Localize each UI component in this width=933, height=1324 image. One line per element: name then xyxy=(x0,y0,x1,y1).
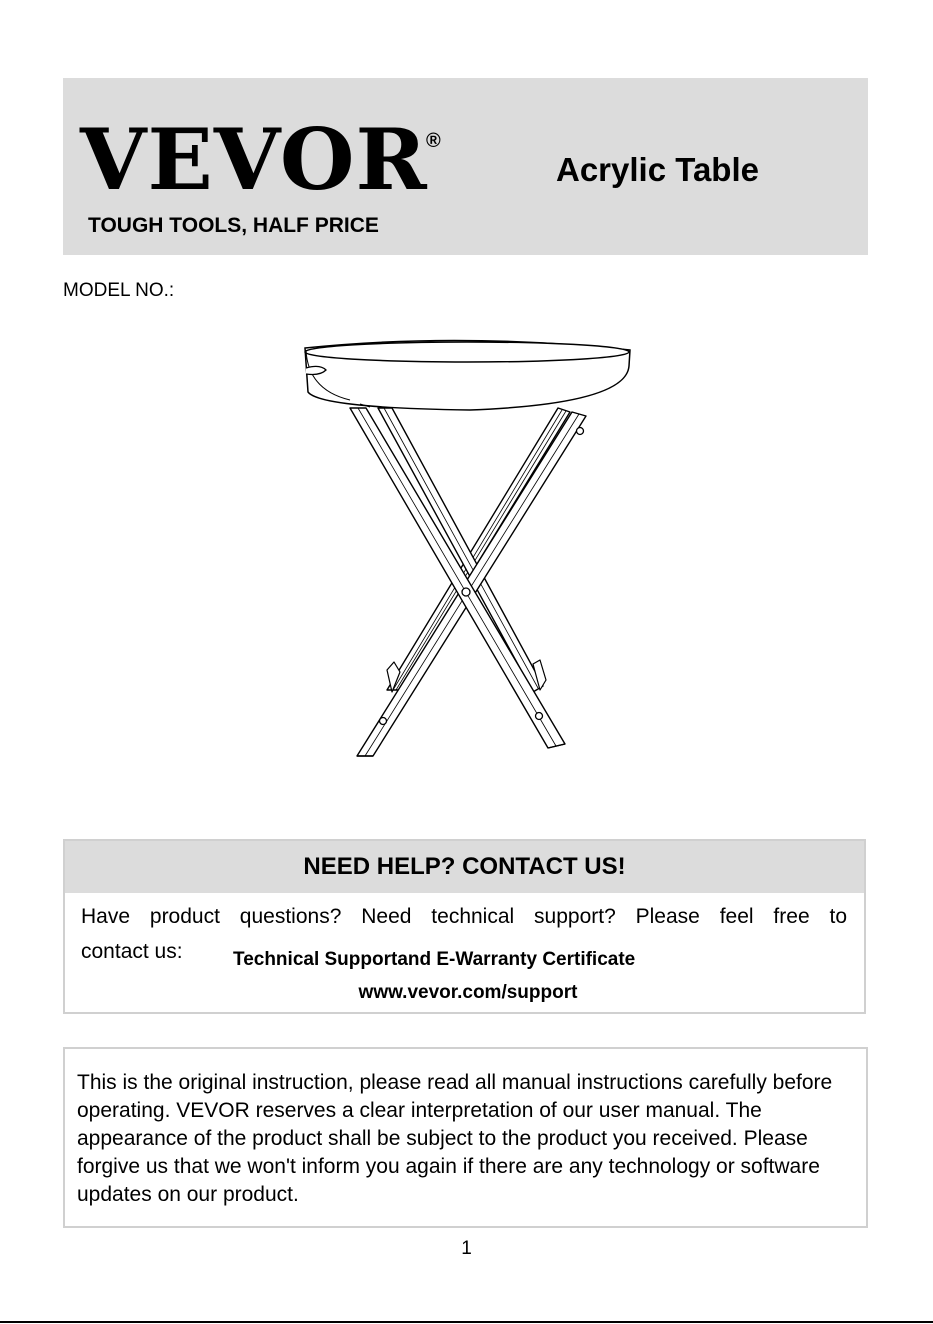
contact-text-line2: contact us: xyxy=(81,940,183,963)
registered-mark: ® xyxy=(426,130,441,152)
pivot-bolt-right xyxy=(536,713,543,720)
tray-surface xyxy=(305,342,629,362)
page-number: 1 xyxy=(461,1238,472,1259)
notice-text: This is the original instruction, please read all manual instructions carefully before operating. VEVOR reserves a clear interpretation of our user manual. The appearance of the product shall be subject to the product you received. Please forgive us that we won't inform you again if there are any technology or software updates on our product. xyxy=(77,1071,833,1206)
notice-box xyxy=(63,1047,868,1228)
model-number-label: MODEL NO.: xyxy=(63,280,175,301)
contact-text-line1: Have product questions? Need technical support? Please feel free to xyxy=(81,905,847,928)
brand-tagline: TOUGH TOOLS, HALF PRICE xyxy=(88,214,379,237)
vevor-logo: VEVOR xyxy=(80,110,428,209)
contact-heading: NEED HELP? CONTACT US! xyxy=(65,841,864,893)
table-leg-right xyxy=(378,408,543,692)
pivot-bolt-left xyxy=(380,718,387,725)
folding-table-illustration xyxy=(290,330,640,770)
contact-box xyxy=(63,839,866,1014)
pivot-bolt-top xyxy=(577,428,584,435)
support-title: Technical Supportand E-Warranty Certificate xyxy=(233,949,636,970)
product-title: Acrylic Table xyxy=(556,151,759,188)
bottom-rule xyxy=(0,1321,933,1323)
pivot-bolt-center xyxy=(462,588,470,596)
support-url-link[interactable]: www.vevor.com/support xyxy=(358,982,578,1003)
